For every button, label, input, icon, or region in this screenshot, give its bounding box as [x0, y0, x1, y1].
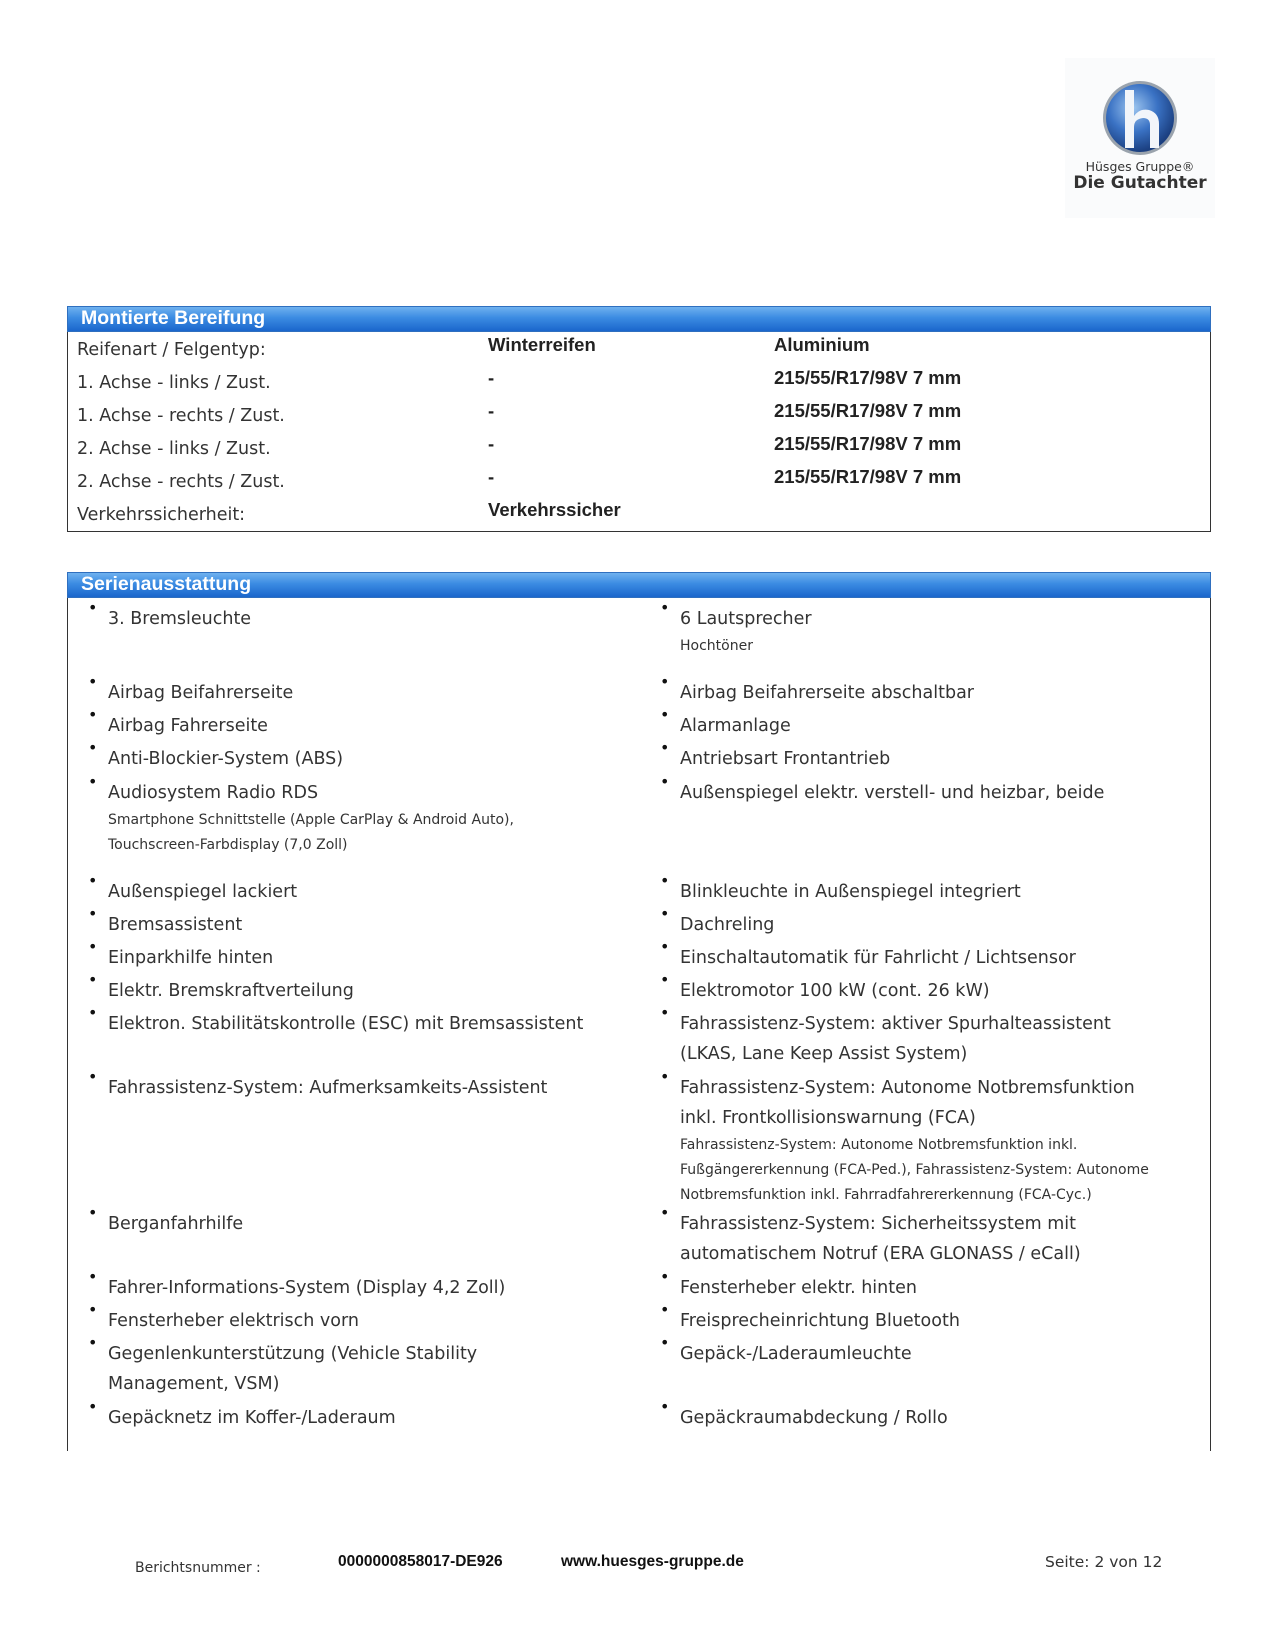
equipment-item	[88, 904, 593, 940]
logo-emblem-icon	[1097, 80, 1183, 160]
tires-section	[67, 306, 1211, 532]
equipment-item-text: Gepäck-/Laderaumleuchte	[680, 1344, 912, 1364]
equipment-item-text: Gepäcknetz im Koffer-/Laderaum	[108, 1408, 396, 1428]
equipment-item-text: 3. Bremsleuchte	[108, 609, 252, 629]
logo-tagline: Die Gutachter	[1073, 173, 1207, 193]
equipment-item	[88, 970, 593, 1006]
bullet-icon: •	[660, 1067, 670, 1086]
equipment-list	[67, 598, 1211, 1451]
equipment-item	[660, 705, 1165, 741]
equipment-item-text: Elektron. Stabilitätskontrolle (ESC) mit Bremsassistent	[108, 1014, 584, 1034]
bullet-icon: •	[88, 1267, 98, 1286]
equipment-item-text: Fahrer-Informations-System (Display 4,2 Zoll)	[108, 1278, 506, 1298]
equipment-item	[660, 738, 1165, 774]
tires-section-title: Montierte Bereifung	[67, 306, 1211, 332]
equipment-item	[88, 705, 593, 741]
equipment-item-text: Elektr. Bremskraftverteilung	[108, 981, 354, 1001]
equipment-item	[88, 937, 593, 973]
equipment-item	[660, 871, 1165, 907]
tires-table	[67, 332, 1211, 532]
bullet-icon: •	[88, 970, 98, 989]
tire-row-label: Verkehrssicherheit:	[77, 505, 246, 525]
equipment-item-text: Airbag Fahrerseite	[108, 716, 268, 736]
tire-row	[68, 332, 1210, 365]
logo-group-name: Hüsges Gruppe®	[1085, 159, 1195, 174]
equipment-item	[660, 772, 1165, 808]
equipment-item-text: Audiosystem Radio RDS	[108, 783, 319, 803]
equipment-item-text: Fahrassistenz-System: aktiver Spurhalteassistent (LKAS, Lane Keep Assist System)	[680, 1014, 1111, 1064]
equipment-item-text: Fahrassistenz-System: Autonome Notbremsfunktion inkl. Frontkollisionswarnung (FCA)	[680, 1078, 1135, 1128]
bullet-icon: •	[88, 1203, 98, 1222]
bullet-icon: •	[660, 1003, 670, 1022]
equipment-item	[88, 1067, 593, 1103]
equipment-item	[660, 970, 1165, 1006]
equipment-item	[660, 1300, 1165, 1336]
equipment-item	[88, 772, 593, 858]
bullet-icon: •	[88, 1397, 98, 1416]
tire-condition-value: -	[488, 466, 495, 487]
bullet-icon: •	[660, 1300, 670, 1319]
equipment-item	[660, 672, 1165, 708]
bullet-icon: •	[660, 738, 670, 757]
equipment-item-text: Außenspiegel elektr. verstell- und heizbar, beide	[680, 783, 1105, 803]
bullet-icon: •	[660, 598, 670, 617]
bullet-icon: •	[660, 904, 670, 923]
tire-row	[68, 497, 1210, 530]
equipment-item	[660, 1267, 1165, 1303]
bullet-icon: •	[88, 772, 98, 791]
bullet-icon: •	[660, 1267, 670, 1286]
equipment-item-detail: Fahrassistenz-System: Autonome Notbremsfunktion inkl. Fußgängererkennung (FCA-Ped.), Fahrassistenz-System: Autonome Notbremsfunktion inkl. Fahrradfahrererkennung (FCA-Cyc.)	[680, 1137, 1149, 1203]
bullet-icon: •	[660, 1203, 670, 1222]
equipment-item-text: Fahrassistenz-System: Sicherheitssystem mit automatischem Notruf (ERA GLONASS / eCall)	[680, 1214, 1081, 1264]
bullet-icon: •	[88, 672, 98, 691]
equipment-item-text: Gepäckraumabdeckung / Rollo	[680, 1408, 948, 1428]
equipment-item-text: Gegenlenkunterstützung (Vehicle Stability Management, VSM)	[108, 1344, 478, 1394]
equipment-item-text: Blinkleuchte in Außenspiegel integriert	[680, 882, 1021, 902]
equipment-item-text: Fensterheber elektrisch vorn	[108, 1311, 359, 1331]
equipment-section-title: Serienausstattung	[67, 572, 1211, 598]
equipment-item	[88, 738, 593, 774]
equipment-section	[67, 572, 1211, 1451]
equipment-item-text: 6 Lautsprecher	[680, 609, 812, 629]
bullet-icon: •	[660, 705, 670, 724]
bullet-icon: •	[660, 1333, 670, 1352]
equipment-item	[88, 1203, 593, 1239]
tire-row	[68, 464, 1210, 497]
equipment-item-text: Alarmanlage	[680, 716, 791, 736]
bullet-icon: •	[88, 738, 98, 757]
equipment-item	[660, 1333, 1165, 1369]
equipment-item-text: Antriebsart Frontantrieb	[680, 749, 891, 769]
equipment-item-text: Berganfahrhilfe	[108, 1214, 244, 1234]
equipment-item	[660, 1203, 1165, 1269]
bullet-icon: •	[88, 1333, 98, 1352]
tire-row-label: 1. Achse - rechts / Zust.	[77, 406, 285, 426]
road-safety-value: Verkehrssicher	[488, 499, 621, 520]
equipment-item-text: Fensterheber elektr. hinten	[680, 1278, 917, 1298]
tire-condition-value: -	[488, 433, 495, 454]
equipment-item	[88, 1267, 593, 1303]
tire-size-value: 215/55/R17/98V 7 mm	[774, 466, 962, 487]
report-number-label: Berichtsnummer :	[135, 1560, 261, 1576]
equipment-item-detail: Smartphone Schnittstelle (Apple CarPlay & Android Auto), Touchscreen-Farbdisplay (7,0 Zoll)	[108, 812, 514, 853]
tire-row	[68, 398, 1210, 431]
equipment-item-text: Einschaltautomatik für Fahrlicht / Lichtsensor	[680, 948, 1076, 968]
tire-size-value: 215/55/R17/98V 7 mm	[774, 433, 962, 454]
equipment-item	[88, 1003, 593, 1039]
bullet-icon: •	[660, 970, 670, 989]
equipment-item	[660, 598, 1165, 659]
tire-row	[68, 431, 1210, 464]
bullet-icon: •	[88, 1300, 98, 1319]
equipment-item-text: Airbag Beifahrerseite	[108, 683, 294, 703]
rim-type-value: Aluminium	[774, 334, 870, 355]
equipment-item	[660, 904, 1165, 940]
equipment-item-text: Bremsassistent	[108, 915, 243, 935]
equipment-item-text: Airbag Beifahrerseite abschaltbar	[680, 683, 974, 703]
equipment-item	[88, 672, 593, 708]
equipment-item-text: Elektromotor 100 kW (cont. 26 kW)	[680, 981, 990, 1001]
tire-row-label: 1. Achse - links / Zust.	[77, 373, 271, 393]
equipment-item	[88, 1397, 593, 1433]
equipment-item	[88, 871, 593, 907]
tire-row-label: 2. Achse - links / Zust.	[77, 439, 271, 459]
equipment-item	[660, 1397, 1165, 1433]
bullet-icon: •	[88, 937, 98, 956]
report-number-value: 0000000858017-DE926	[338, 1553, 503, 1570]
equipment-item	[88, 598, 593, 634]
equipment-item	[660, 937, 1165, 973]
equipment-item-detail: Hochtöner	[680, 638, 753, 654]
tire-type-value: Winterreifen	[488, 334, 596, 355]
tire-row-label: 2. Achse - rechts / Zust.	[77, 472, 285, 492]
bullet-icon: •	[88, 904, 98, 923]
bullet-icon: •	[660, 672, 670, 691]
tire-size-value: 215/55/R17/98V 7 mm	[774, 367, 962, 388]
equipment-item	[660, 1067, 1165, 1208]
company-logo	[1065, 58, 1215, 218]
bullet-icon: •	[88, 705, 98, 724]
bullet-icon: •	[660, 871, 670, 890]
bullet-icon: •	[88, 1003, 98, 1022]
equipment-item-text: Außenspiegel lackiert	[108, 882, 298, 902]
bullet-icon: •	[88, 598, 98, 617]
bullet-icon: •	[660, 937, 670, 956]
equipment-item	[88, 1333, 593, 1399]
website-link[interactable]: www.huesges-gruppe.de	[561, 1553, 744, 1570]
bullet-icon: •	[88, 1067, 98, 1086]
tire-row	[68, 365, 1210, 398]
tire-condition-value: -	[488, 400, 495, 421]
equipment-item	[660, 1003, 1165, 1069]
equipment-item-text: Dachreling	[680, 915, 775, 935]
page-indicator: Seite: 2 von 12	[1045, 1553, 1163, 1571]
bullet-icon: •	[88, 871, 98, 890]
equipment-item-text: Fahrassistenz-System: Aufmerksamkeits-Assistent	[108, 1078, 548, 1098]
equipment-item-text: Freisprecheinrichtung Bluetooth	[680, 1311, 960, 1331]
equipment-item-text: Anti-Blockier-System (ABS)	[108, 749, 344, 769]
tire-size-value: 215/55/R17/98V 7 mm	[774, 400, 962, 421]
bullet-icon: •	[660, 772, 670, 791]
equipment-item	[88, 1300, 593, 1336]
tire-condition-value: -	[488, 367, 495, 388]
tire-row-label: Reifenart / Felgentyp:	[77, 340, 266, 360]
bullet-icon: •	[660, 1397, 670, 1416]
equipment-item-text: Einparkhilfe hinten	[108, 948, 274, 968]
